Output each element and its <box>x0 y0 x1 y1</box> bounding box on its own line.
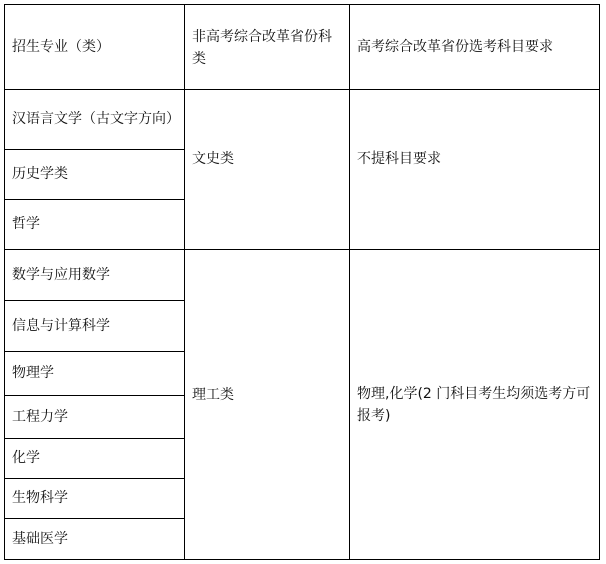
major-cell: 信息与计算科学 <box>12 317 110 334</box>
major-cell: 化学 <box>12 450 40 466</box>
requirement-cell: 物理,化学(2 门科目考生均须选考方可报考) <box>357 385 591 424</box>
row-divider <box>4 438 184 439</box>
major-cell: 数学与应用数学 <box>12 266 110 283</box>
row-divider <box>4 395 184 396</box>
category-cell: 文史类 <box>192 151 234 167</box>
table-border-bottom <box>4 559 600 560</box>
category-cell: 理工类 <box>192 386 234 403</box>
major-cell: 基础医学 <box>12 531 68 547</box>
major-cell: 工程力学 <box>12 408 68 425</box>
row-divider <box>4 300 184 301</box>
major-cell: 物理学 <box>12 365 54 381</box>
table-border-top <box>4 4 600 5</box>
major-cell: 生物科学 <box>12 490 68 506</box>
header-major: 招生专业（类） <box>12 38 110 55</box>
row-divider <box>4 199 184 200</box>
requirement-cell: 不提科目要求 <box>357 151 441 167</box>
row-divider <box>4 351 184 352</box>
header-subject-category: 非高考综合改革省份科类 <box>192 29 332 67</box>
row-divider <box>4 478 184 479</box>
table-border-left <box>4 4 5 560</box>
column-divider <box>349 4 350 560</box>
table-divider <box>4 249 600 250</box>
row-divider <box>4 518 184 519</box>
table-border-right <box>599 4 600 560</box>
major-cell: 汉语言文学（古文字方向） <box>12 111 180 127</box>
table-divider <box>4 89 600 90</box>
header-elective-requirement: 高考综合改革省份选考科目要求 <box>357 38 553 55</box>
row-divider <box>4 149 184 150</box>
major-cell: 历史学类 <box>12 166 68 182</box>
major-cell: 哲学 <box>12 216 40 232</box>
column-divider <box>184 4 185 560</box>
